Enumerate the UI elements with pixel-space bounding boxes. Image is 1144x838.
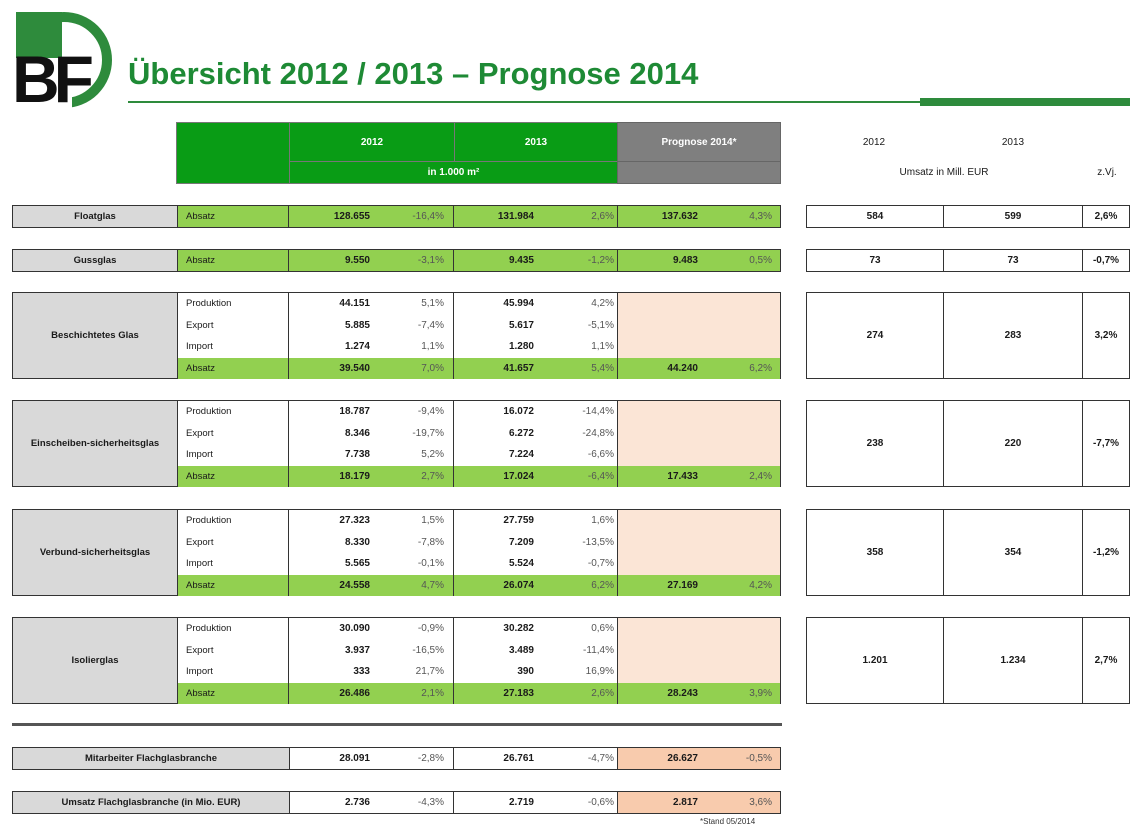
value-2014: 26.627 (667, 753, 698, 764)
umsatz-2013: 73 (943, 249, 1083, 272)
change-2014: 0,5% (749, 255, 772, 266)
column-divider (288, 400, 289, 487)
umsatz-2013: 599 (943, 205, 1083, 228)
group-label: Verbund-sicherheitsglas (12, 509, 178, 596)
value-2014: 27.169 (667, 580, 698, 591)
table-row (178, 336, 780, 357)
value-2013: 26.761 (503, 753, 534, 764)
column-divider (617, 205, 618, 228)
column-divider (453, 205, 454, 228)
change-2012: 5,1% (421, 298, 444, 309)
right-header-2013: 2013 (1001, 136, 1025, 148)
table-separator (12, 723, 782, 726)
title-underline (128, 101, 1048, 103)
value-2014: 137.632 (661, 211, 698, 222)
right-header-zvj: z.Vj. (1097, 166, 1117, 178)
value-2012: 18.787 (339, 406, 370, 417)
change-2013: -24,8% (582, 428, 614, 439)
value-2012: 26.486 (339, 688, 370, 699)
value-2012: 333 (353, 666, 370, 677)
column-divider (617, 400, 618, 487)
group-label: Floatglas (12, 205, 178, 228)
table-row (178, 206, 780, 227)
change-2014: 2,4% (749, 471, 772, 482)
value-2012: 128.655 (333, 211, 370, 222)
column-divider (288, 292, 289, 379)
group-label: Gussglas (12, 249, 178, 272)
value-2012: 8.330 (344, 537, 370, 548)
change-2013: -5,1% (587, 320, 614, 331)
change-2013: 2,6% (591, 211, 614, 222)
row-name: Export (186, 320, 214, 331)
change-2012: -7,8% (417, 537, 444, 548)
table-row (178, 532, 780, 553)
column-divider (288, 205, 289, 228)
table-row (178, 423, 780, 444)
umsatz-2012: 1.201 (806, 617, 944, 704)
table-row (178, 401, 780, 422)
group-label: Beschichtetes Glas (12, 292, 178, 379)
column-divider (453, 791, 454, 814)
value-2013: 9.435 (508, 255, 534, 266)
value-2013: 41.657 (503, 363, 534, 374)
change-2013: 0,6% (591, 623, 614, 634)
change-2012: -3,1% (417, 255, 444, 266)
right-header-2012: 2012 (862, 136, 886, 148)
value-2012: 44.151 (339, 298, 370, 309)
change-2014: 4,2% (749, 580, 772, 591)
value-2012: 3.937 (344, 645, 370, 656)
change-2012: -16,4% (412, 211, 444, 222)
header-prognose-unit-cell (617, 161, 781, 184)
change-2012: 2,1% (421, 688, 444, 699)
umsatz-2012: 274 (806, 292, 944, 379)
change-2013: -4,7% (587, 753, 614, 764)
column-divider (617, 292, 618, 379)
column-divider (617, 617, 618, 704)
value-2012: 27.323 (339, 515, 370, 526)
group-label: Einscheiben-sicherheitsglas (12, 400, 178, 487)
value-2013: 7.209 (508, 537, 534, 548)
column-divider (288, 509, 289, 596)
value-2013: 30.282 (503, 623, 534, 634)
umsatz-zvj: 2,6% (1082, 205, 1130, 228)
change-2012: 1,1% (421, 341, 444, 352)
table-row (178, 553, 780, 574)
row-name: Import (186, 449, 213, 460)
row-name: Produktion (186, 623, 232, 634)
change-2013: 6,2% (591, 580, 614, 591)
row-name: Export (186, 645, 214, 656)
value-2013: 16.072 (503, 406, 534, 417)
column-divider (617, 791, 618, 814)
header-2012: 2012 (289, 122, 455, 162)
umsatz-2013: 354 (943, 509, 1083, 596)
row-name: Import (186, 558, 213, 569)
umsatz-zvj: -1,2% (1082, 509, 1130, 596)
value-2012: 1.274 (344, 341, 370, 352)
value-2012: 5.885 (344, 320, 370, 331)
change-2012: -2,8% (417, 753, 444, 764)
umsatz-2012: 358 (806, 509, 944, 596)
column-divider (453, 617, 454, 704)
value-2012: 24.558 (339, 580, 370, 591)
value-2014: 17.433 (667, 471, 698, 482)
table-row (178, 315, 780, 336)
row-name: Produktion (186, 298, 232, 309)
column-divider (617, 249, 618, 272)
row-name: Produktion (186, 406, 232, 417)
change-2013: -1,2% (587, 255, 614, 266)
table-row (178, 293, 780, 314)
change-2012: -0,9% (417, 623, 444, 634)
change-2012: -19,7% (412, 428, 444, 439)
change-2014: 3,6% (749, 797, 772, 808)
value-2014: 44.240 (667, 363, 698, 374)
umsatz-zvj: 2,7% (1082, 617, 1130, 704)
header-2013: 2013 (454, 122, 618, 162)
change-2012: -4,3% (417, 797, 444, 808)
table-row (178, 466, 780, 487)
value-2012: 5.565 (344, 558, 370, 569)
column-divider (453, 249, 454, 272)
column-divider (453, 747, 454, 770)
table-row (178, 358, 780, 379)
summary-label: Mitarbeiter Flachglasbranche (12, 747, 290, 770)
value-2014: 2.817 (672, 797, 698, 808)
value-2012: 7.738 (344, 449, 370, 460)
change-2012: -7,4% (417, 320, 444, 331)
table-row (178, 661, 780, 682)
value-2013: 5.617 (508, 320, 534, 331)
title-accent-bar (920, 98, 1130, 106)
row-name: Export (186, 428, 214, 439)
value-2012: 28.091 (339, 753, 370, 764)
value-2013: 17.024 (503, 471, 534, 482)
change-2012: 7,0% (421, 363, 444, 374)
row-name: Absatz (186, 255, 216, 266)
umsatz-2012: 73 (806, 249, 944, 272)
umsatz-zvj: -0,7% (1082, 249, 1130, 272)
value-2013: 27.183 (503, 688, 534, 699)
value-2013: 7.224 (508, 449, 534, 460)
column-divider (288, 249, 289, 272)
change-2013: 1,1% (591, 341, 614, 352)
row-name: Export (186, 537, 214, 548)
umsatz-2012: 584 (806, 205, 944, 228)
page-title: Übersicht 2012 / 2013 – Prognose 2014 (128, 56, 699, 91)
value-2014: 28.243 (667, 688, 698, 699)
value-2013: 1.280 (508, 341, 534, 352)
change-2012: 4,7% (421, 580, 444, 591)
value-2013: 45.994 (503, 298, 534, 309)
summary-label: Umsatz Flachglasbranche (in Mio. EUR) (12, 791, 290, 814)
value-2013: 5.524 (508, 558, 534, 569)
table-row (178, 683, 780, 704)
footnote: *Stand 05/2014 (700, 817, 756, 826)
right-header-umsatz: Umsatz in Mill. EUR (899, 166, 989, 178)
value-2012: 2.736 (344, 797, 370, 808)
summary-row (178, 748, 780, 769)
row-name: Absatz (186, 211, 216, 222)
change-2012: 2,7% (421, 471, 444, 482)
row-name: Import (186, 341, 213, 352)
umsatz-2013: 283 (943, 292, 1083, 379)
change-2012: 5,2% (421, 449, 444, 460)
umsatz-2012: 238 (806, 400, 944, 487)
value-2012: 30.090 (339, 623, 370, 634)
value-2013: 26.074 (503, 580, 534, 591)
group-label: Isolierglas (12, 617, 178, 704)
column-divider (453, 400, 454, 487)
table-row (178, 640, 780, 661)
change-2013: -6,4% (587, 471, 614, 482)
change-2012: -9,4% (417, 406, 444, 417)
value-2012: 39.540 (339, 363, 370, 374)
table-row (178, 575, 780, 596)
value-2013: 2.719 (508, 797, 534, 808)
table-row (178, 250, 780, 271)
column-divider (453, 509, 454, 596)
change-2012: -0,1% (417, 558, 444, 569)
column-divider (617, 509, 618, 596)
table-row (178, 444, 780, 465)
value-2013: 390 (517, 666, 534, 677)
summary-row (178, 792, 780, 813)
row-name: Absatz (186, 471, 216, 482)
row-name: Produktion (186, 515, 232, 526)
value-2013: 3.489 (508, 645, 534, 656)
change-2012: 21,7% (415, 666, 444, 677)
change-2013: 1,6% (591, 515, 614, 526)
change-2014: 6,2% (749, 363, 772, 374)
row-name: Absatz (186, 580, 216, 591)
value-2012: 18.179 (339, 471, 370, 482)
value-2013: 6.272 (508, 428, 534, 439)
table-row (178, 510, 780, 531)
change-2013: -11,4% (583, 645, 614, 656)
row-name: Import (186, 666, 213, 677)
change-2014: 4,3% (749, 211, 772, 222)
header-unit: in 1.000 m² (289, 161, 618, 184)
value-2013: 131.984 (497, 211, 534, 222)
change-2014: 3,9% (749, 688, 772, 699)
header-label-cell (176, 122, 290, 184)
change-2013: -6,6% (587, 449, 614, 460)
value-2012: 8.346 (344, 428, 370, 439)
column-divider (617, 747, 618, 770)
change-2013: -13,5% (582, 537, 614, 548)
value-2013: 27.759 (503, 515, 534, 526)
change-2014: -0,5% (745, 753, 772, 764)
row-name: Absatz (186, 688, 216, 699)
change-2012: 1,5% (421, 515, 444, 526)
change-2013: -0,6% (587, 797, 614, 808)
umsatz-2013: 1.234 (943, 617, 1083, 704)
table-row (178, 618, 780, 639)
row-name: Absatz (186, 363, 216, 374)
column-divider (288, 617, 289, 704)
value-2014: 9.483 (672, 255, 698, 266)
umsatz-2013: 220 (943, 400, 1083, 487)
change-2013: 2,6% (591, 688, 614, 699)
umsatz-zvj: 3,2% (1082, 292, 1130, 379)
change-2013: -14,4% (582, 406, 614, 417)
change-2013: -0,7% (587, 558, 614, 569)
change-2013: 4,2% (591, 298, 614, 309)
logo-text: BF (12, 42, 88, 116)
value-2012: 9.550 (344, 255, 370, 266)
column-divider (453, 292, 454, 379)
header-prognose-2014: Prognose 2014* (617, 122, 781, 162)
change-2013: 5,4% (591, 363, 614, 374)
change-2012: -16,5% (412, 645, 444, 656)
umsatz-zvj: -7,7% (1082, 400, 1130, 487)
change-2013: 16,9% (585, 666, 614, 677)
